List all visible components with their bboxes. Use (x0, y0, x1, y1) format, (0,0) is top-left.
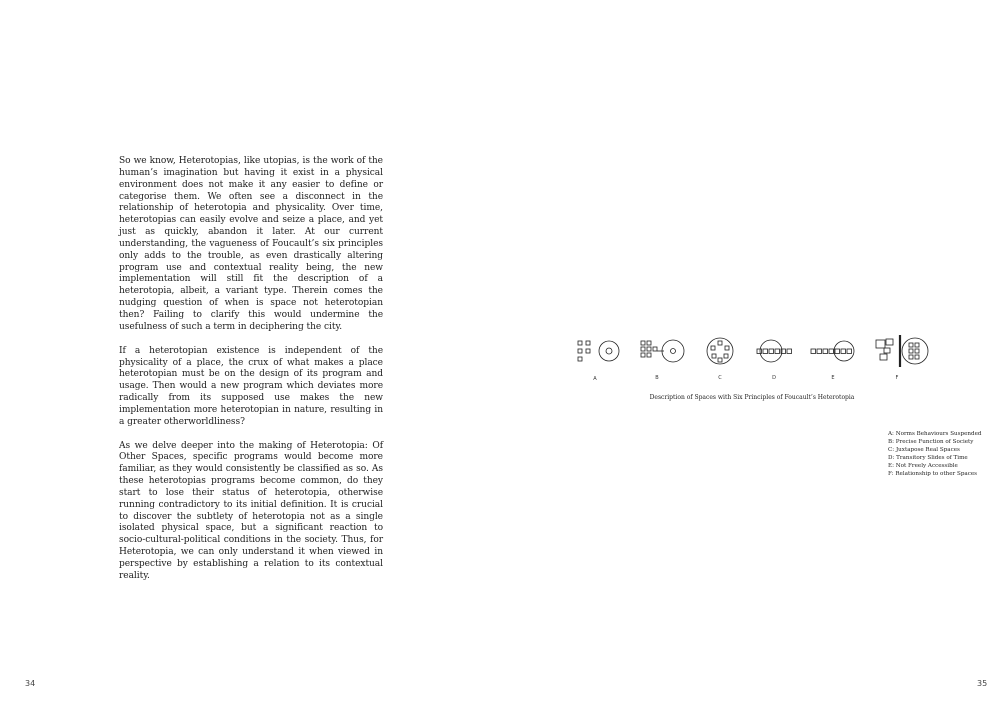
paragraph-1: So we know, Heterotopias, like utopias, is the work of the human’s imagination but having it exist in a physical environment does not make it any easier to define or categorise them. We often see a disconnect in the relationship of heterotopia and physicality. Over time, heterotopias can easily evolve and seize a place, and yet just as quickly, abandon it later. At our current understanding, the vagueness of Foucault’s six principles only adds to the trouble, as even drastically altering program use and contextual reality being, the new implementation will still fit the description of a heterotopia, albeit, a variant type. Therein comes the nudging question of when is space not heterotopian then? Failing to clarify this would undermine the usefulness of such a term in deciphering the city. (119, 156, 383, 332)
body-text (119, 156, 383, 595)
diagram-e (811, 341, 854, 361)
diagram-d (757, 340, 792, 362)
legend-item-e: E: Not Freely Accessible (888, 463, 958, 470)
diagram-caption: Description of Spaces with Six Principles of Foucault’s Heterotopia (649, 394, 855, 401)
legend-item-f: F: Relationship to other Spaces (888, 471, 978, 478)
legend-item-d: D: Transitory Slides of Time (888, 455, 968, 462)
page-number-left: 34 (25, 679, 36, 688)
diagram-label-d: D (772, 375, 776, 381)
legend-item-b: B: Precise Function of Society (888, 439, 974, 446)
diagram-label-c: C (718, 375, 722, 381)
heterotopia-principles-diagram (571, 330, 941, 390)
diagram-c (707, 338, 733, 364)
diagram-label-e: E (831, 375, 835, 381)
legend-item-a: A: Norms Behaviours Suspended (888, 431, 982, 437)
diagram-label-a: A (593, 376, 597, 382)
legend-item-c: C: Juxtapose Real Spaces (888, 447, 960, 454)
diagram-legend (888, 430, 1005, 479)
diagram-f (876, 335, 928, 367)
left-page (0, 0, 502, 711)
diagram-label-f: F (895, 375, 899, 381)
diagram-label-b: B (655, 375, 659, 381)
right-page (502, 0, 1005, 711)
diagram-a (578, 341, 619, 361)
paragraph-3: As we delve deeper into the making of Heterotopia: Of Other Spaces, specific programs would become more familiar, as they would consistently be classified as so. As these heterotopias programs become common, do they start to lose their status of heterotopia, otherwise running contradictory to its initial definition. It is crucial to discover the subtlety of heterotopia not as a single isolated physical space, but a significant reaction to socio-cultural-political conditions in the society. Thus, for Heterotopia, we can only understand it when viewed in perspective by establishing a relation to its contextual reality. (119, 440, 383, 581)
paragraph-2: If a heterotopian existence is independent of the physicality of a place, the crux of what makes a place heterotopian must be on the design of its program and usage. Then would a new program which deviates more radically from its supposed use makes the new implementation more heterotopian in nature, resulting in a greater otherworldliness? (119, 345, 383, 427)
diagram-b (641, 340, 684, 362)
page-number-right: 35 (977, 679, 988, 688)
